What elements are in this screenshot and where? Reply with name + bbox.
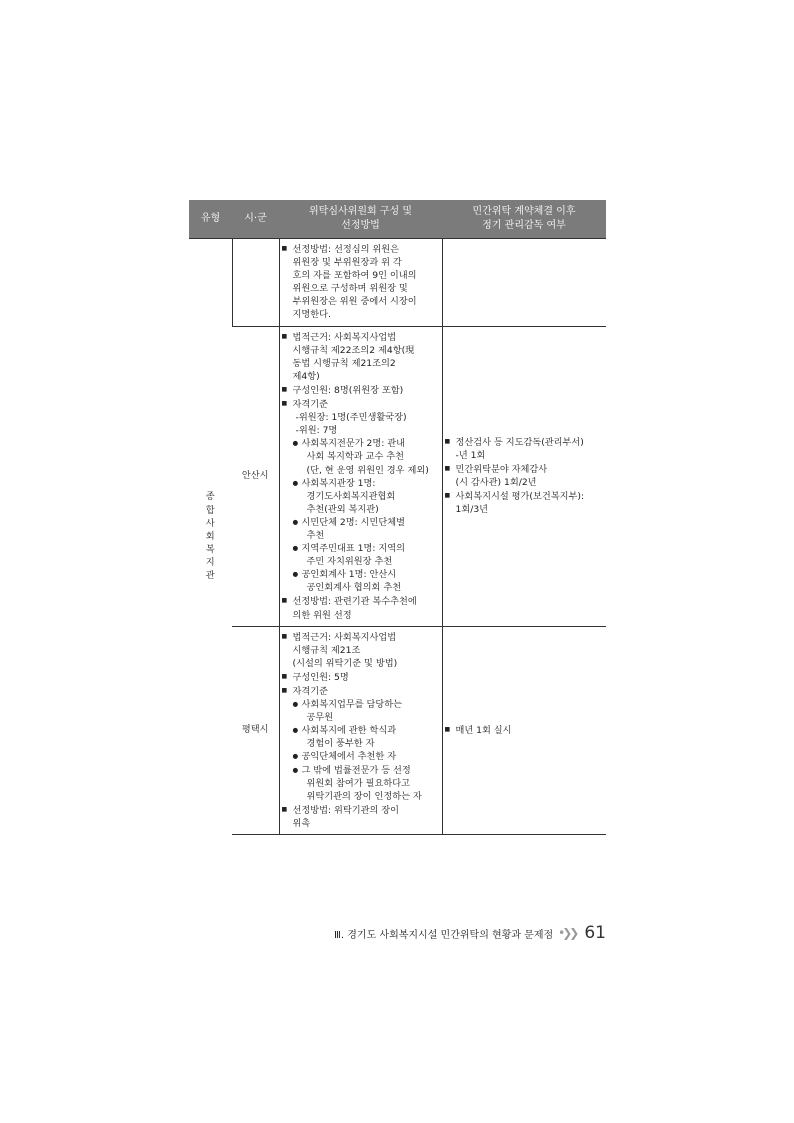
committee-line: 공인회계사 협의회 추천 <box>306 582 402 594</box>
committee-line: (단, 현 운영 위원인 경우 제외) <box>306 464 429 476</box>
committee-line: 시행규칙 제22조의2 제4항(現 <box>292 344 415 356</box>
committee-cell <box>279 626 442 834</box>
committee-line: ● 사회복지업무를 담당하는 <box>282 698 440 711</box>
type-cell <box>189 239 232 835</box>
type-char: 사 <box>205 517 215 529</box>
type-char: 종 <box>205 491 215 503</box>
committee-line: ● 사회복지에 관한 학식과 <box>282 724 440 737</box>
committee-line: 추천 <box>306 529 325 541</box>
table-header-row <box>189 200 606 239</box>
facility-committee-table <box>189 200 606 835</box>
committee-line: ■ 구성인원: 8명(위원장 포함) <box>282 383 440 397</box>
table-row <box>189 326 606 626</box>
header-committee <box>279 200 442 239</box>
supervision-line: ■ 사회복지시설 평가(보건복지부): <box>445 489 605 503</box>
committee-line: (시설의 위탁기준 및 방법) <box>292 657 398 669</box>
type-char: 지 <box>205 556 215 568</box>
committee-line: 부위원장은 위원 중에서 시장이 <box>292 296 417 308</box>
committee-line: ● 공인회계사 1명: 안산시 <box>282 568 440 581</box>
committee-line: 동법 시행규칙 제21조의2 <box>292 357 396 369</box>
header-city: 시·군 <box>232 200 279 239</box>
committee-line: ● 사회복지전문가 2명: 관내 <box>282 437 440 450</box>
committee-line: 사회 복지학과 교수 추천 <box>306 451 405 463</box>
committee-line: 지명한다. <box>292 309 331 321</box>
type-char: 합 <box>205 504 215 516</box>
committee-line: ● 시민단체 2명: 시민단체별 <box>282 516 440 529</box>
header-supervision-line: 정기 관리감독 여부 <box>482 220 566 231</box>
committee-line: 위촉 <box>292 817 311 829</box>
city-cell: 안산시 <box>232 326 279 626</box>
committee-line: 공무원 <box>306 712 334 724</box>
committee-line: ■ 자격기준 <box>282 684 440 698</box>
supervision-line: (시 감사관) 1회/2년 <box>455 477 537 489</box>
chevron-right-icon: •❯❯ <box>558 926 577 940</box>
committee-line: 호의 자를 포함하여 9인 이내의 <box>292 270 417 282</box>
committee-line: 추천(관외 복지관) <box>306 503 379 515</box>
type-char: 관 <box>205 570 215 581</box>
committee-line: ● 지역주민대표 1명: 지역의 <box>282 542 440 555</box>
committee-line: 제4항) <box>292 370 320 382</box>
committee-line: 위탁기관의 장이 인정하는 자 <box>306 790 422 802</box>
header-supervision <box>442 200 606 239</box>
committee-cell <box>279 326 442 626</box>
committee-line: ● 그 밖에 법률전문가 등 선정 <box>282 764 440 777</box>
committee-line: 시행규칙 제21조 <box>292 644 361 656</box>
committee-line: ■ 법적근거: 사회복지사업법 <box>282 630 440 644</box>
committee-line: ■ 자격기준 <box>282 397 440 411</box>
page-number: 61 <box>584 923 606 943</box>
committee-line: -위원: 7명 <box>295 425 338 437</box>
committee-line: 경기도사회복지관협회 <box>306 490 396 502</box>
committee-line: 주민 자치위원장 추천 <box>306 556 393 568</box>
committee-line: ■ 선정방법: 선정심의 위원은 <box>282 242 440 256</box>
type-char: 복 <box>205 543 215 555</box>
supervision-cell <box>442 326 606 626</box>
committee-line: -위원장: 1명(주민생활국장) <box>295 412 407 424</box>
committee-line: 위원회 참여가 필요하다고 <box>306 777 410 789</box>
committee-line: ■ 법적근거: 사회복지사업법 <box>282 330 440 344</box>
city-cell <box>232 239 279 327</box>
table-row <box>189 239 606 327</box>
supervision-line: -년 1회 <box>455 449 486 461</box>
committee-line: ■ 선정방법: 위탁기관의 장이 <box>282 803 440 817</box>
committee-line: ■ 선정방법: 관련기관 복수추천에 <box>282 594 440 608</box>
committee-line: 의한 위원 선정 <box>292 609 352 621</box>
type-char: 회 <box>205 530 215 542</box>
header-type: 유형 <box>189 200 232 239</box>
committee-line: ● 공익단체에서 추천한 자 <box>282 750 440 763</box>
header-committee-line: 위탁심사위원회 구성 및 <box>309 206 412 217</box>
supervision-line: 1회/3년 <box>455 504 489 516</box>
chapter-title: Ⅲ. 경기도 사회복지시설 민간위탁의 현황과 문제점 <box>334 929 554 941</box>
page-footer <box>334 920 606 946</box>
supervision-line: ■ 정산검사 등 지도감독(관리부서) <box>445 435 605 449</box>
committee-line: ● 사회복지관장 1명: <box>282 477 440 490</box>
committee-cell <box>279 239 442 327</box>
header-supervision-line: 민간위탁 계약체결 이후 <box>472 206 576 217</box>
supervision-cell <box>442 239 606 327</box>
supervision-line: ■ 매년 1회 실시 <box>445 723 605 737</box>
header-committee-line: 선정방법 <box>341 220 380 231</box>
supervision-line: ■ 민간위탁분야 자체감사 <box>445 462 605 476</box>
city-cell: 평택시 <box>232 626 279 834</box>
supervision-cell <box>442 626 606 834</box>
committee-line: 위원장 및 부위원장과 위 각 <box>292 257 402 269</box>
committee-line: ■ 구성인원: 5명 <box>282 670 440 684</box>
committee-line: 경험이 풍부한 자 <box>306 738 375 750</box>
table-row <box>189 626 606 834</box>
committee-line: 위원으로 구성하며 위원장 및 <box>292 283 408 295</box>
